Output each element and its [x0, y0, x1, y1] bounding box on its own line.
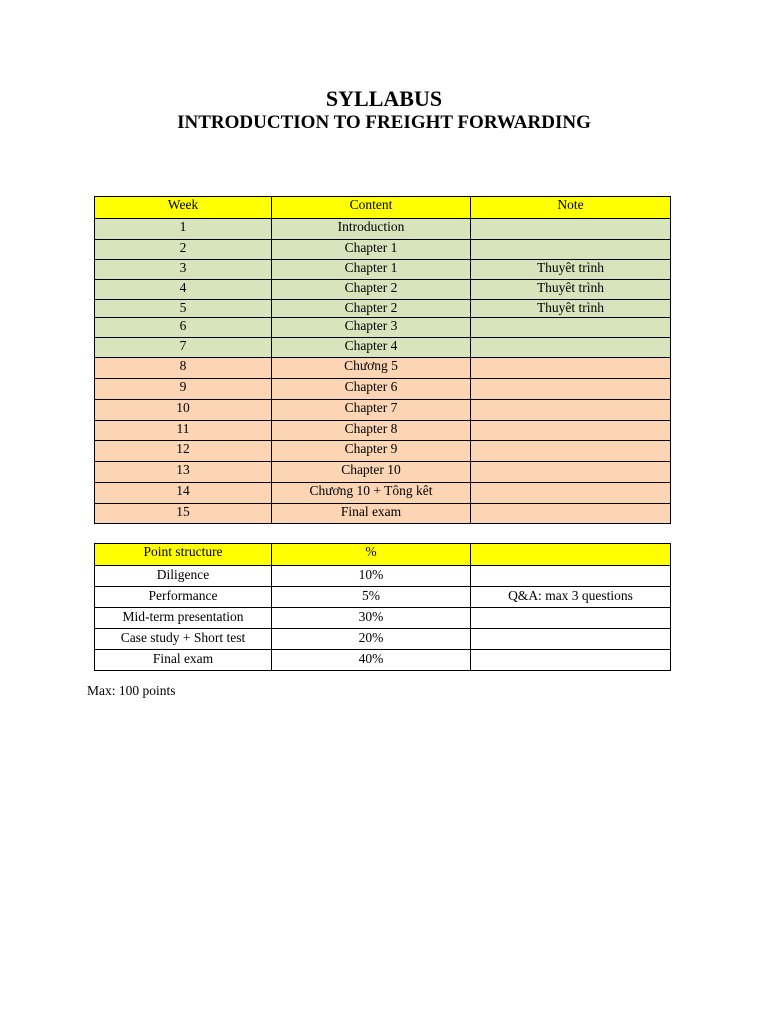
table-row: [95, 608, 671, 629]
header-percent: %: [272, 544, 471, 566]
note-cell: [471, 240, 671, 260]
item-cell: Case study + Short test: [95, 629, 272, 650]
points-header-row: [95, 544, 671, 566]
week-cell: 6: [95, 318, 272, 338]
page-title: SYLLABUS: [325, 86, 443, 111]
schedule-header-row: [95, 197, 671, 219]
table-row: [95, 219, 671, 240]
note-cell: [471, 566, 671, 587]
week-cell: 8: [95, 358, 272, 379]
table-row: [95, 566, 671, 587]
table-row: [95, 358, 671, 379]
item-cell: Diligence: [95, 566, 272, 587]
content-cell: Chapter 10: [272, 462, 471, 483]
header-point-structure: Point structure: [95, 544, 272, 566]
table-row: [95, 421, 671, 441]
content-cell: Introduction: [272, 219, 471, 240]
note-cell: [471, 318, 671, 338]
note-cell: Thuyêt trình: [471, 260, 671, 280]
table-row: [95, 240, 671, 260]
schedule-table: [94, 196, 671, 524]
percent-cell: 40%: [272, 650, 471, 671]
percent-cell: 5%: [272, 587, 471, 608]
percent-cell: 20%: [272, 629, 471, 650]
week-cell: 2: [95, 240, 272, 260]
note-cell: [471, 358, 671, 379]
note-cell: [471, 379, 671, 400]
note-cell: [471, 629, 671, 650]
table-row: [95, 462, 671, 483]
table-row: [95, 338, 671, 358]
content-cell: Final exam: [272, 504, 471, 524]
table-row: [95, 300, 671, 318]
content-cell: Chương 5: [272, 358, 471, 379]
header-note: Note: [471, 197, 671, 219]
note-cell: [471, 441, 671, 462]
content-cell: Chapter 6: [272, 379, 471, 400]
content-cell: Chapter 3: [272, 318, 471, 338]
item-cell: Performance: [95, 587, 272, 608]
table-row: [95, 650, 671, 671]
content-cell: Chapter 2: [272, 280, 471, 300]
header-content: Content: [272, 197, 471, 219]
content-cell: Chapter 8: [272, 421, 471, 441]
percent-cell: 30%: [272, 608, 471, 629]
week-cell: 10: [95, 400, 272, 421]
note-cell: [471, 462, 671, 483]
table-row: [95, 587, 671, 608]
note-cell: [471, 504, 671, 524]
week-cell: 11: [95, 421, 272, 441]
table-row: [95, 280, 671, 300]
content-cell: Chapter 9: [272, 441, 471, 462]
content-cell: Chapter 1: [272, 240, 471, 260]
week-cell: 12: [95, 441, 272, 462]
week-cell: 14: [95, 483, 272, 504]
content-cell: Chapter 1: [272, 260, 471, 280]
header-empty: [471, 544, 671, 566]
week-cell: 13: [95, 462, 272, 483]
week-cell: 9: [95, 379, 272, 400]
note-cell: Thuyêt trình: [471, 300, 671, 318]
week-cell: 15: [95, 504, 272, 524]
item-cell: Mid-term presentation: [95, 608, 272, 629]
note-cell: [471, 650, 671, 671]
content-cell: Chương 10 + Tông kêt: [272, 483, 471, 504]
table-row: [95, 379, 671, 400]
table-row: [95, 441, 671, 462]
item-cell: Final exam: [95, 650, 272, 671]
table-row: [95, 483, 671, 504]
point-structure-table: [94, 543, 671, 671]
header-week: Week: [95, 197, 272, 219]
week-cell: 5: [95, 300, 272, 318]
table-row: [95, 400, 671, 421]
page-subtitle: INTRODUCTION TO FREIGHT FORWARDING: [177, 112, 591, 133]
note-cell: [471, 421, 671, 441]
note-cell: [471, 483, 671, 504]
week-cell: 4: [95, 280, 272, 300]
note-cell: Thuyêt trình: [471, 280, 671, 300]
week-cell: 3: [95, 260, 272, 280]
week-cell: 7: [95, 338, 272, 358]
content-cell: Chapter 2: [272, 300, 471, 318]
table-row: [95, 629, 671, 650]
percent-cell: 10%: [272, 566, 471, 587]
content-cell: Chapter 7: [272, 400, 471, 421]
note-cell: [471, 338, 671, 358]
note-cell: Q&A: max 3 questions: [471, 587, 671, 608]
table-row: [95, 318, 671, 338]
table-row: [95, 504, 671, 524]
max-points-note: Max: 100 points: [87, 683, 176, 698]
table-row: [95, 260, 671, 280]
note-cell: [471, 608, 671, 629]
week-cell: 1: [95, 219, 272, 240]
content-cell: Chapter 4: [272, 338, 471, 358]
note-cell: [471, 400, 671, 421]
note-cell: [471, 219, 671, 240]
